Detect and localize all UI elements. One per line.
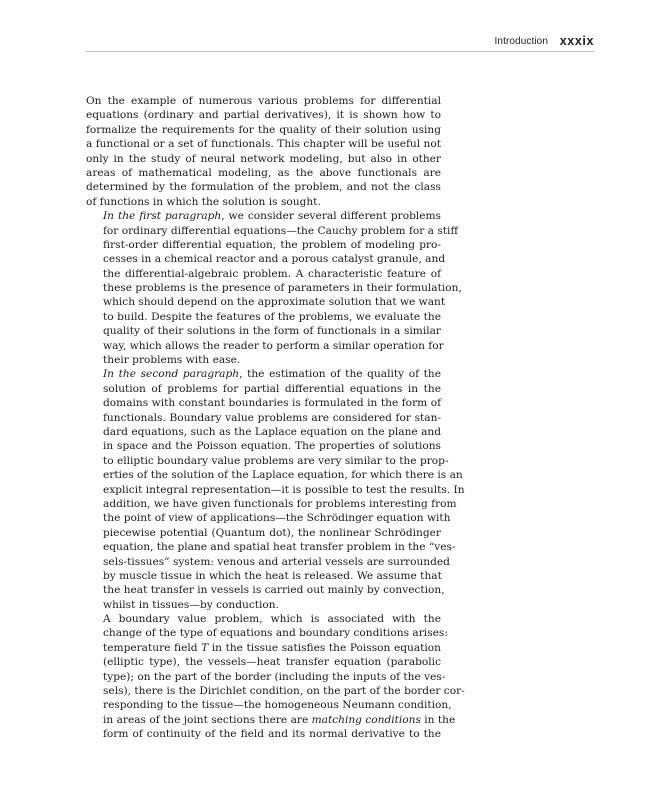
text-line [86, 123, 441, 137]
text-line [86, 94, 441, 108]
text-line [86, 439, 441, 453]
text-run: addition, we have given functionals for problems interesting from [103, 497, 457, 510]
text-run: for ordinary differential equations—the Cauchy problem for a stiff [103, 224, 458, 237]
italic-text: In the second paragraph [103, 368, 240, 381]
text-line [86, 468, 463, 482]
text-run: in the [420, 713, 456, 726]
text-line [86, 152, 441, 166]
text-line [86, 713, 456, 727]
text-line [86, 209, 441, 223]
text-run: equations (ordinary and partial derivatives), it is shown how to [86, 109, 441, 122]
text-run: change of the type of equations and boundary conditions arises: [103, 627, 448, 640]
text-run: areas of mathematical modeling, as the above functionals are [86, 166, 441, 179]
text-run: to build. Despite the features of the problems, we evaluate the [103, 310, 441, 323]
text-run: responding to the tissue—the homogeneous Neumann condition, [103, 699, 452, 712]
text-run: formalize the requirements for the quality of their solution using [86, 123, 441, 136]
paragraph [86, 367, 465, 612]
text-line [86, 339, 444, 353]
text-run: of functions in which the solution is sought. [86, 195, 321, 208]
text-line [86, 195, 441, 209]
text-run: A boundary value problem, which is associated with the [103, 613, 441, 626]
text-line [86, 353, 441, 367]
text-run: first-order differential equation, the problem of modeling pro- [103, 238, 441, 251]
text-run: functionals. Boundary value problems are considered for stan- [103, 411, 441, 424]
text-run: only in the study of neural network modeling, but also in other [86, 152, 441, 165]
text-line [86, 180, 441, 194]
text-line [86, 641, 441, 655]
text-run: cesses in a chemical reactor and a porous catalyst granule, and [103, 253, 446, 266]
text-line [86, 137, 441, 151]
text-run: piecewise potential (Quantum dot), the nonlinear Schrödinger [103, 526, 441, 539]
text-run: , we consider several different problems [221, 210, 441, 223]
text-run: form of continuity of the field and its normal derivative to the [103, 728, 441, 741]
text-run: quality of their solutions in the form of functionals in a similar [103, 325, 441, 338]
text-run: equation, the plane and spatial heat transfer problem in the “ves- [103, 541, 456, 554]
text-run: type); on the part of the border (including the inputs of the ves- [103, 670, 446, 683]
text-line [86, 295, 446, 309]
text-run: in space and the Poisson equation. The properties of solutions [103, 440, 441, 453]
text-run: way, which allows the reader to perform a similar operation for [103, 339, 444, 352]
text-run: the point of view of applications—the Schrödinger equation with [103, 512, 451, 525]
text-run: solution of problems for partial differential equations in the [103, 382, 441, 395]
text-run: On the example of numerous various problems for differential [86, 95, 441, 107]
page-number: xxxix [559, 34, 594, 48]
text-run: in areas of the joint sections there are [103, 713, 312, 726]
text-run: in the tissue satisfies the Poisson equation [208, 641, 442, 654]
text-line [86, 382, 441, 396]
body-text [86, 94, 465, 742]
paragraph [86, 94, 441, 209]
text-line [86, 612, 441, 626]
text-line [86, 310, 441, 324]
section-title: Introduction [494, 36, 548, 47]
text-line [86, 425, 441, 439]
text-run: a functional or a set of functionals. This chapter will be useful not [86, 138, 441, 151]
text-line [86, 267, 441, 281]
text-run: by muscle tissue in which the heat is released. We assume that [103, 569, 442, 582]
text-line [86, 497, 457, 511]
text-run: the differential-algebraic problem. A characteristic feature of [103, 267, 441, 280]
text-line [86, 540, 456, 554]
text-line [86, 626, 448, 640]
text-line [86, 238, 441, 252]
text-line [86, 526, 441, 540]
text-line [86, 511, 451, 525]
text-line [86, 569, 441, 583]
paragraph [86, 209, 462, 367]
running-header [86, 35, 594, 52]
text-run: these problems is the presence of parameters in their formulation, [103, 282, 462, 295]
text-run: whilst in tissues—by conduction. [103, 598, 279, 611]
text-line [86, 454, 449, 468]
text-line [86, 583, 445, 597]
text-run: sels), there is the Dirichlet condition, on the part of the border cor- [103, 685, 465, 698]
text-run: (elliptic type), the vessels—heat transfer equation (parabolic [103, 656, 441, 669]
text-line [86, 108, 441, 122]
text-line [86, 411, 441, 425]
text-run: temperature field [103, 641, 202, 654]
text-line [86, 684, 465, 698]
text-line [86, 166, 441, 180]
text-run: erties of the solution of the Laplace equation, for which there is an [103, 469, 463, 482]
italic-text: T [201, 641, 209, 654]
text-run: the heat transfer in vessels is carried out mainly by convection, [103, 584, 445, 597]
text-line [86, 655, 441, 669]
text-line [86, 281, 462, 295]
text-run: sels-tissues” system: venous and arterial vessels are surrounded [103, 555, 450, 568]
text-run: which should depend on the approximate solution that we want [103, 296, 446, 309]
text-line [86, 555, 450, 569]
text-line [86, 483, 465, 497]
text-line [86, 598, 441, 612]
text-line [86, 367, 441, 381]
text-run: explicit integral representation—it is possible to test the results. In [103, 483, 465, 496]
text-line [86, 698, 452, 712]
text-run: domains with constant boundaries is formulated in the form of [103, 397, 441, 410]
text-run: dard equations, such as the Laplace equation on the plane and [103, 425, 441, 438]
text-line [86, 670, 446, 684]
paragraph [86, 612, 465, 742]
text-line [86, 727, 441, 741]
italic-text: matching conditions [311, 713, 421, 726]
text-line [86, 252, 446, 266]
text-run: their problems with ease. [103, 354, 241, 367]
italic-text: In the first paragraph [103, 210, 222, 223]
text-run: , the estimation of the quality of the [239, 368, 441, 381]
text-line [86, 224, 458, 238]
text-run: to elliptic boundary value problems are very similar to the prop- [103, 454, 449, 467]
text-line [86, 396, 441, 410]
text-run: determined by the formulation of the problem, and not the class [86, 181, 441, 194]
text-line [86, 324, 441, 338]
